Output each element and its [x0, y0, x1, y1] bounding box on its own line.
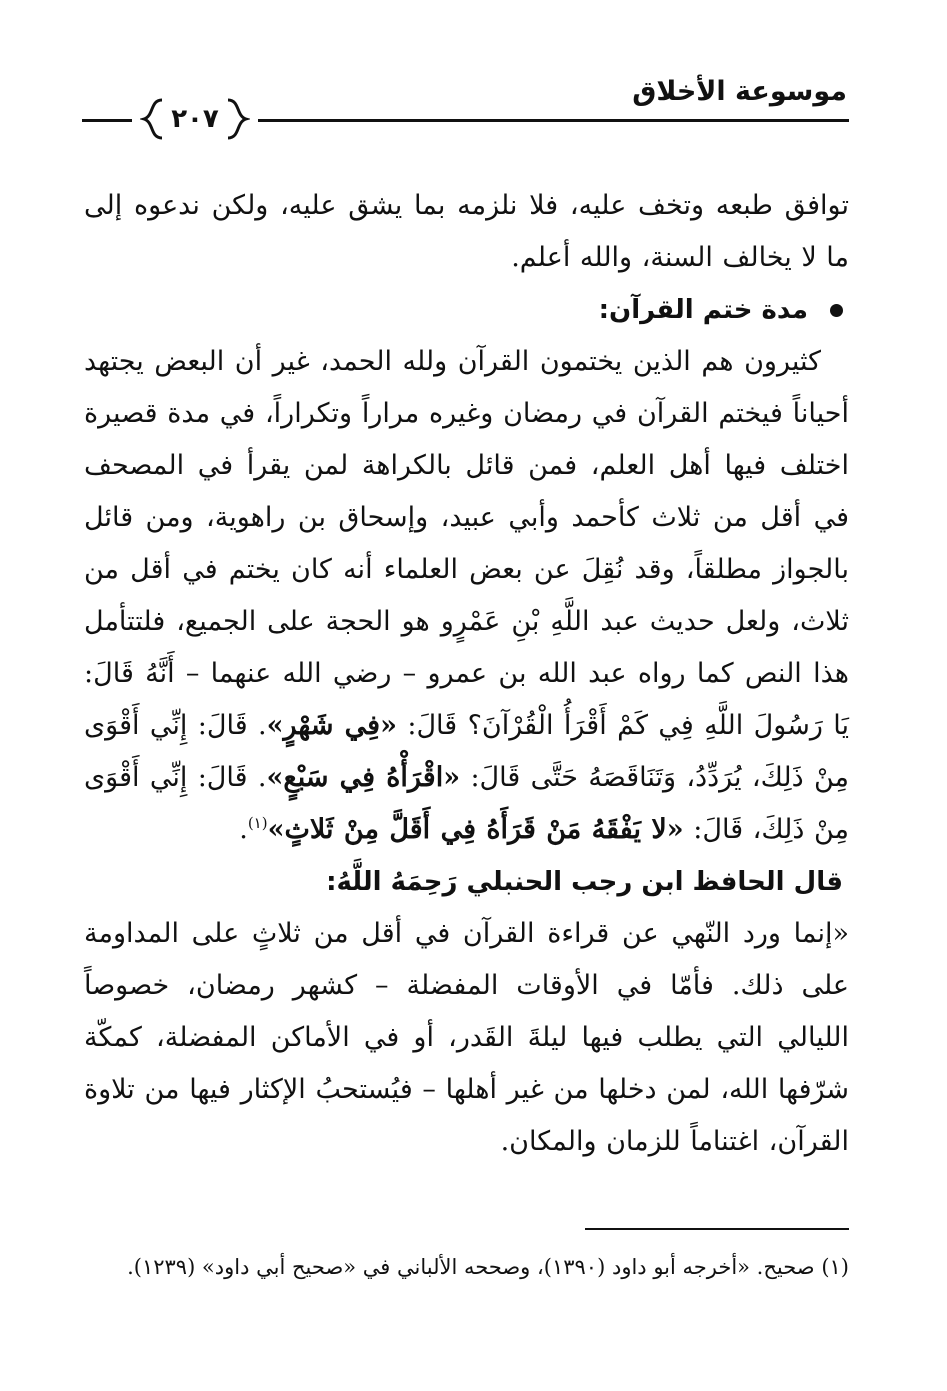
footnote: (١) صحيح. «أخرجه أبو داود (١٣٩٠)، وصححه الألباني في «صحيح أبي داود» (١٢٣٩). — [127, 1255, 849, 1279]
page-number: ٢٠٧ — [171, 104, 219, 134]
page-number-frame — [140, 96, 250, 142]
bullet-icon — [830, 304, 843, 317]
hadith-quote-2: «اقْرَأْهُ فِي سَبْعٍ» — [266, 762, 461, 793]
paragraph-main-text: كثيرون هم الذين يختمون القرآن ولله الحمد، غير أن البعض يجتهد أحياناً فيختم القرآن في رمضان وغيره مراراً وتكراراً، في مدة قصيرة اختلف فيها أهل العلم، فمن قائل بالكراهة لمن يقرأ في المصحف في أقل من ثلاث كأحمد وأبي عبيد، وإسحاق بن راهوية، ومن قائل بالجواز مطلقاً، وقد نُقِلَ عن بعض العلماء أنه كان يختم في أقل من ثلاث، ولعل حديث عبد اللَّهِ بْنِ عَمْرٍو هو الحجة على الجميع، فلتتأمل هذا النص كما رواه عبد الله بن عمرو – رضي الله عنهما – أَنَّهُ قَالَ: يَا رَسُولَ اللَّهِ فِي كَمْ أَقْرَأُ الْقُرْآنَ؟ قَالَ: — [84, 346, 849, 741]
book-title: موسوعة الأخلاق — [632, 76, 847, 107]
hadith-text-2: . قَالَ: إِنِّي أَقْوَى مِنْ ذَلِكَ، قَالَ: — [84, 762, 849, 845]
section-heading — [84, 284, 849, 336]
paragraph-continuation: توافق طبعه وتخف عليه، فلا نلزمه بما يشق عليه، ولكن ندعوه إلى ما لا يخالف السنة، والله أعلم. — [84, 190, 849, 273]
hadith-end: . — [239, 814, 248, 845]
hadith-quote-3: «لا يَفْقَهُ مَنْ قَرَأَهُ فِي أَقَلَّ مِنْ ثَلاثٍ» — [267, 814, 684, 845]
paragraph-main — [84, 336, 849, 856]
quote-heading: قال الحافظ ابن رجب الحنبلي رَحِمَهُ اللَّهُ: — [326, 867, 843, 897]
quote-paragraph: «إنما ورد النّهي عن قراءة القرآن في أقل من ثلاثٍ على المداومة على ذلك. فأمّا في الأوقات المفضلة – كشهر رمضان، خصوصاً الليالي التي يطلب فيها ليلةَ القَدر، أو في الأماكن المفضلة، كمكّة شرّفها الله، لمن دخلها من غير أهلها – فيُستحبُ الإكثار فيها من تلاوة القرآن، اغتناماً للزمان والمكان. — [84, 918, 849, 1157]
section-heading-text: مدة ختم القرآن: — [598, 295, 808, 325]
hadith-quote-1: «فِي شَهْرٍ» — [266, 710, 397, 741]
footnote-reference[interactable]: (١) — [247, 814, 268, 832]
page-body — [84, 180, 849, 1168]
hadith-text-1: . قَالَ: إِنِّي أَقْوَى مِنْ ذَلِكَ، يُرَدِّدُ، وَتَنَاقَصَهُ حَتَّى قَالَ: — [84, 710, 849, 793]
footnote-rule — [585, 1228, 849, 1230]
